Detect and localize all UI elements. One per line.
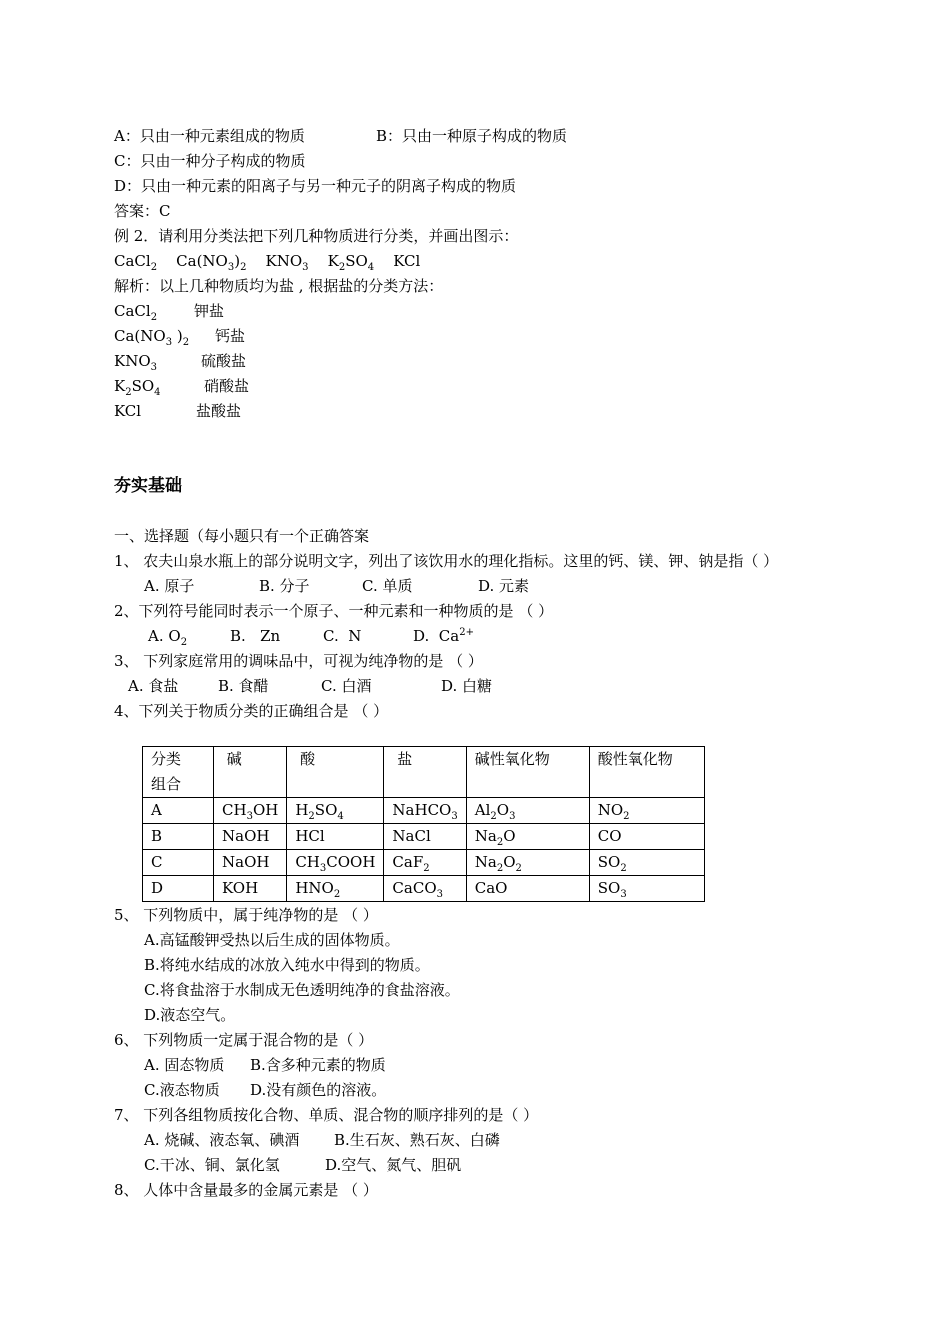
q2-option-d: D. $Ca^{2+}$ <box>413 627 474 645</box>
q2-option-b: B. Zn <box>230 627 281 645</box>
q3-option-a: A. 食盐 <box>128 677 179 695</box>
q8-stem: 8、 人体中含量最多的金属元素是 （ ） <box>114 1181 378 1199</box>
q3-options <box>128 676 493 696</box>
row-label: C <box>143 850 214 876</box>
q7-option-b: B.生石灰、熟石灰、白磷 <box>334 1131 500 1149</box>
cell-acidic-oxide: $SO_2$ <box>589 850 704 876</box>
q5-option-b: B.将纯水结成的冰放入纯水中得到的物质。 <box>144 956 430 974</box>
formula-list: CaCl$_2$ $Ca(NO_3)_2$ $KNO_3$ $K_2SO_4$ KCl <box>114 252 421 273</box>
table-row <box>143 798 705 824</box>
cell-acidic-oxide: $NO_2$ <box>589 798 704 824</box>
option-a-text: A：只由一种元素组成的物质 <box>114 127 305 145</box>
q6-option-b: B.含多种元素的物质 <box>250 1056 386 1074</box>
q2-stem: 2、下列符号能同时表示一个原子、一种元素和一种物质的是 （ ） <box>114 602 554 620</box>
cell-base: $CH_3OH$ <box>214 798 287 824</box>
cell-acid: $CH_3COOH$ <box>287 850 384 876</box>
answer-line: 答案：C <box>114 202 171 220</box>
example-2: 例 2．请利用分类法把下列几种物质进行分类，并画出图示： <box>114 227 519 245</box>
cell-acid: HCl <box>287 824 384 850</box>
cell-basic-oxide: $Al_2O_3$ <box>466 798 589 824</box>
classify-row-kcl: KCl 盐酸盐 <box>114 402 242 420</box>
cell-basic-oxide: CaO <box>466 876 589 902</box>
q1-option-a: A. 原子 <box>144 577 195 595</box>
q7-option-a: A. 烧碱、液态氧、碘酒 <box>144 1131 300 1149</box>
q5-option-c: C.将食盐溶于水制成无色透明纯净的食盐溶液。 <box>144 981 460 999</box>
row-label: A <box>143 798 214 824</box>
cell-basic-oxide: $Na_2O_2$ <box>466 850 589 876</box>
q1-option-b: B. 分子 <box>259 577 310 595</box>
classification-table <box>142 746 705 902</box>
classify-row-cacl2: CaCl$_2$ 钾盐 <box>114 302 225 323</box>
q5-option-d: D.液态空气。 <box>144 1006 236 1024</box>
table-header-row <box>143 747 705 798</box>
row-label: D <box>143 876 214 902</box>
cell-base: NaOH <box>214 850 287 876</box>
option-d: D：只由一种元素的阳离子与另一种元子的阴离子构成的物质 <box>114 177 517 195</box>
q3-option-d: D. 白糖 <box>441 677 493 695</box>
part-1-title: 一、选择题（每小题只有一个正确答案 <box>114 527 370 545</box>
cell-base: NaOH <box>214 824 287 850</box>
cell-basic-oxide: $Na_2O$ <box>466 824 589 850</box>
q6-options-row2 <box>144 1080 387 1100</box>
classify-row-k2so4: $K_2SO_4$ 硝酸盐 <box>114 377 250 398</box>
q4-stem: 4、下列关于物质分类的正确组合是 （ ） <box>114 702 389 720</box>
classify-row-cano3: $Ca(NO_3$ )$_2$ 钙盐 <box>114 327 246 348</box>
q6-options-row1 <box>144 1055 386 1075</box>
q3-stem: 3、 下列家庭常用的调味品中，可视为纯净物的是 （ ） <box>114 652 483 670</box>
header-salt: 盐 <box>384 747 466 798</box>
cell-acidic-oxide: CO <box>589 824 704 850</box>
option-c: C：只由一种分子构成的物质 <box>114 152 306 170</box>
q6-option-d: D.没有颜色的溶液。 <box>250 1081 387 1099</box>
header-base: 碱 <box>214 747 287 798</box>
q1-option-d: D. 元素 <box>478 577 530 595</box>
q7-options-row1 <box>144 1130 500 1150</box>
row-label: B <box>143 824 214 850</box>
cell-salt: CaF$_2$ <box>384 850 466 876</box>
section-title: 夯实基础 <box>114 476 182 496</box>
header-acidic-oxide: 酸性氧化物 <box>589 747 704 798</box>
q6-option-c: C.液态物质 <box>144 1081 220 1099</box>
option-a <box>114 126 568 146</box>
cell-acidic-oxide: $SO_3$ <box>589 876 704 902</box>
table-row <box>143 850 705 876</box>
q7-option-d: D.空气、氮气、胆矾 <box>325 1156 462 1174</box>
q5-option-a: A.高锰酸钾受热以后生成的固体物质。 <box>144 931 400 949</box>
q1-options <box>144 576 530 596</box>
classify-row-kno3: $KNO_3$ 硫酸盐 <box>114 352 247 373</box>
option-b-text: B：只由一种原子构成的物质 <box>376 127 568 145</box>
cell-base: KOH <box>214 876 287 902</box>
header-acid: 酸 <box>287 747 384 798</box>
q3-option-b: B. 食醋 <box>218 677 269 695</box>
cell-salt: CaCO$_3$ <box>384 876 466 902</box>
cell-salt: NaHCO$_3$ <box>384 798 466 824</box>
q7-options-row2 <box>144 1155 462 1175</box>
q2-options <box>148 626 474 648</box>
q3-option-c: C. 白酒 <box>321 677 372 695</box>
cell-salt: NaCl <box>384 824 466 850</box>
q6-option-a: A. 固态物质 <box>144 1056 225 1074</box>
header-group: 分类 组合 <box>143 747 214 798</box>
q5-stem: 5、 下列物质中，属于纯净物的是 （ ） <box>114 906 378 924</box>
q7-stem: 7、 下列各组物质按化合物、单质、混合物的顺序排列的是（ ） <box>114 1106 539 1124</box>
table-row <box>143 824 705 850</box>
q7-option-c: C.干冰、铜、氯化氢 <box>144 1156 280 1174</box>
header-basic-oxide: 碱性氧化物 <box>466 747 589 798</box>
cell-acid: $HNO_2$ <box>287 876 384 902</box>
q2-option-c: C. N <box>323 627 362 645</box>
q1-option-c: C. 单质 <box>362 577 413 595</box>
analysis-line: 解析：以上几种物质均为盐 , 根据盐的分类方法： <box>114 277 444 295</box>
q6-stem: 6、 下列物质一定属于混合物的是（ ） <box>114 1031 374 1049</box>
q2-option-a: A. $O_2$ <box>148 627 188 648</box>
table-row <box>143 876 705 902</box>
cell-acid: $H_2SO_4$ <box>287 798 384 824</box>
q1-stem: 1、 农夫山泉水瓶上的部分说明文字，列出了该饮用水的理化指标。这里的钙、镁、钾、钠是指（ ） <box>114 552 779 570</box>
